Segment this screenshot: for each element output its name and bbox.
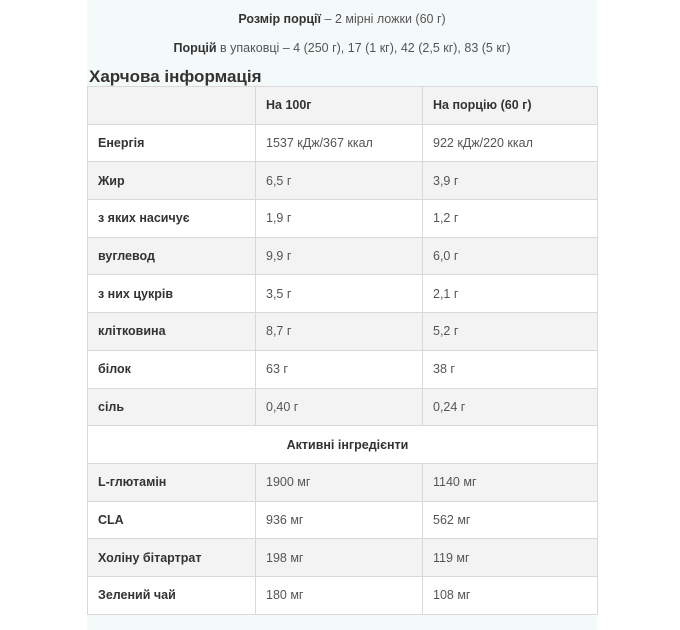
ingredient-name: CLA [88, 501, 256, 539]
ingredient-name: L-глютамін [88, 463, 256, 501]
value-per100: 0,40 г [256, 388, 423, 426]
servings-count-line [87, 41, 597, 55]
nutrient-name: з яких насичує [88, 200, 256, 238]
nutrient-name: Жир [88, 162, 256, 200]
table-row [88, 200, 598, 238]
serving-size-line [87, 12, 597, 26]
value-per-serving: 119 мг [423, 539, 598, 577]
nutrient-name: клітковина [88, 313, 256, 351]
table-header-row [88, 87, 598, 125]
value-per100: 1900 мг [256, 463, 423, 501]
ingredient-name: Холіну бітартрат [88, 539, 256, 577]
header-cell-per-serving: На порцію (60 г) [423, 87, 598, 125]
nutrition-heading: Харчова інформація [89, 67, 262, 86]
value-per-serving: 3,9 г [423, 162, 598, 200]
value-per100: 6,5 г [256, 162, 423, 200]
table-row [88, 275, 598, 313]
nutrient-name: Енергія [88, 124, 256, 162]
value-per100: 936 мг [256, 501, 423, 539]
table-row [88, 576, 598, 614]
value-per-serving: 6,0 г [423, 237, 598, 275]
value-per-serving: 1140 мг [423, 463, 598, 501]
value-per-serving: 562 мг [423, 501, 598, 539]
table-row [88, 237, 598, 275]
value-per-serving: 0,24 г [423, 388, 598, 426]
value-per100: 8,7 г [256, 313, 423, 351]
servings-count-value: в упаковці – 4 (250 г), 17 (1 кг), 42 (2,5 кг), 83 (5 кг) [220, 41, 511, 55]
value-per100: 180 мг [256, 576, 423, 614]
nutrient-name: сіль [88, 388, 256, 426]
header-cell-per100: На 100г [256, 87, 423, 125]
serving-size-label: Розмір порції [238, 12, 322, 26]
nutrient-name: білок [88, 350, 256, 388]
serving-size-value: – 2 мірні ложки (60 г) [324, 12, 446, 26]
nutrient-name: вуглевод [88, 237, 256, 275]
header-cell-empty [88, 87, 256, 125]
value-per100: 63 г [256, 350, 423, 388]
value-per-serving: 1,2 г [423, 200, 598, 238]
table-row [88, 539, 598, 577]
value-per100: 198 мг [256, 539, 423, 577]
value-per-serving: 922 кДж/220 ккал [423, 124, 598, 162]
value-per100: 1537 кДж/367 ккал [256, 124, 423, 162]
table-row [88, 350, 598, 388]
servings-count-label: Порцій [173, 41, 217, 55]
value-per-serving: 5,2 г [423, 313, 598, 351]
value-per-serving: 38 г [423, 350, 598, 388]
nutrition-table [87, 86, 598, 615]
value-per100: 3,5 г [256, 275, 423, 313]
active-ingredients-title: Активні інгредієнти [88, 426, 598, 464]
ingredient-name: Зелений чай [88, 576, 256, 614]
table-row [88, 162, 598, 200]
nutrient-name: з них цукрів [88, 275, 256, 313]
table-row [88, 313, 598, 351]
value-per100: 1,9 г [256, 200, 423, 238]
table-row [88, 501, 598, 539]
table-row [88, 463, 598, 501]
section-row [88, 426, 598, 464]
value-per-serving: 2,1 г [423, 275, 598, 313]
value-per100: 9,9 г [256, 237, 423, 275]
table-row [88, 388, 598, 426]
table-row [88, 124, 598, 162]
value-per-serving: 108 мг [423, 576, 598, 614]
